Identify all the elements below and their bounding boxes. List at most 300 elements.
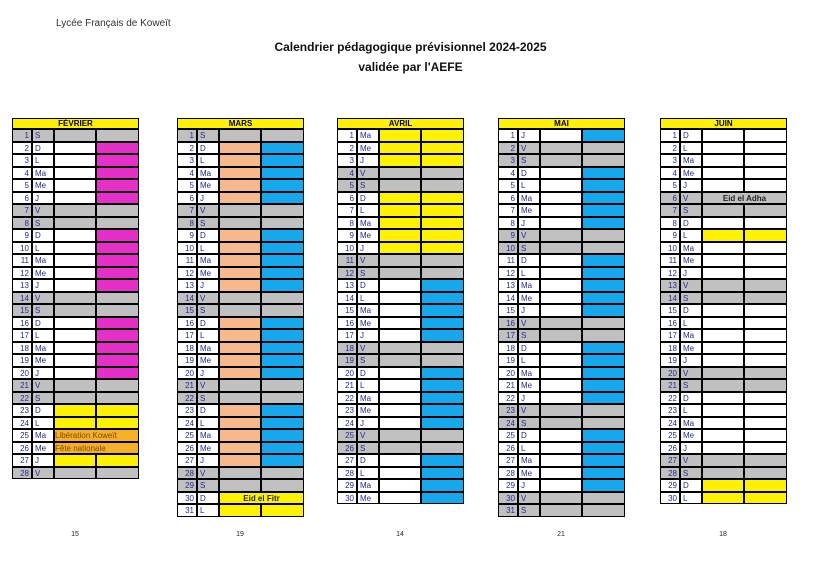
day-row <box>177 479 304 492</box>
period-cell <box>54 192 96 205</box>
day-name: Me <box>32 442 54 455</box>
period-cell <box>702 142 744 155</box>
period-cell <box>261 504 304 517</box>
period-cell <box>702 429 744 442</box>
day-row <box>177 367 304 380</box>
day-number: 30 <box>177 492 197 505</box>
day-name: V <box>32 379 54 392</box>
day-row <box>177 217 304 230</box>
period-cell <box>702 279 744 292</box>
period-cell <box>540 467 582 480</box>
day-name: Ma <box>680 329 702 342</box>
day-number: 24 <box>660 417 680 430</box>
period-cell <box>379 467 421 480</box>
day-name: L <box>197 154 219 167</box>
day-row <box>177 467 304 480</box>
day-row <box>12 342 139 355</box>
period-cell <box>421 417 464 430</box>
period-cell <box>702 492 744 505</box>
period-cell <box>421 292 464 305</box>
day-number: 28 <box>498 467 518 480</box>
period-cell <box>744 292 787 305</box>
day-row <box>177 254 304 267</box>
period-cell <box>219 192 261 205</box>
period-cell <box>261 467 304 480</box>
period-cell <box>96 267 139 280</box>
period-cell <box>582 504 625 517</box>
period-cell <box>540 192 582 205</box>
period-cell <box>540 142 582 155</box>
day-row <box>177 129 304 142</box>
day-number: 20 <box>337 367 357 380</box>
day-name: S <box>518 504 540 517</box>
day-name: L <box>680 229 702 242</box>
day-number: 7 <box>498 204 518 217</box>
day-number: 30 <box>498 492 518 505</box>
day-row <box>12 292 139 305</box>
period-cell <box>421 404 464 417</box>
day-row <box>498 442 625 455</box>
day-name: J <box>357 242 379 255</box>
period-cell <box>379 267 421 280</box>
day-name: J <box>518 129 540 142</box>
day-name: Me <box>197 267 219 280</box>
day-name: J <box>357 154 379 167</box>
period-cell <box>421 279 464 292</box>
period-cell <box>54 254 96 267</box>
period-cell <box>421 392 464 405</box>
day-name: V <box>357 167 379 180</box>
day-number: 12 <box>498 267 518 280</box>
day-row <box>498 504 625 517</box>
period-cell <box>744 167 787 180</box>
period-cell <box>54 342 96 355</box>
day-number: 8 <box>337 217 357 230</box>
day-number: 10 <box>498 242 518 255</box>
period-cell <box>421 204 464 217</box>
period-cell <box>582 354 625 367</box>
day-name: V <box>32 467 54 480</box>
period-cell <box>96 317 139 330</box>
period-cell <box>261 367 304 380</box>
day-row <box>12 304 139 317</box>
day-name: S <box>197 479 219 492</box>
day-number: 4 <box>337 167 357 180</box>
period-cell <box>421 217 464 230</box>
day-number: 25 <box>337 429 357 442</box>
day-name: J <box>357 417 379 430</box>
day-number: 24 <box>12 417 32 430</box>
day-row <box>177 242 304 255</box>
day-number: 20 <box>498 367 518 380</box>
period-cell <box>702 367 744 380</box>
period-cell <box>582 204 625 217</box>
period-cell <box>219 242 261 255</box>
day-number: 22 <box>337 392 357 405</box>
day-number: 15 <box>660 304 680 317</box>
period-cell <box>379 454 421 467</box>
day-number: 1 <box>177 129 197 142</box>
day-name: L <box>680 317 702 330</box>
period-cell <box>219 342 261 355</box>
day-row <box>177 229 304 242</box>
day-number: 4 <box>498 167 518 180</box>
period-cell <box>261 217 304 230</box>
day-row <box>660 492 787 505</box>
day-name: Me <box>518 204 540 217</box>
day-number: 14 <box>660 292 680 305</box>
day-name: Ma <box>32 429 54 442</box>
period-cell <box>744 217 787 230</box>
day-name: D <box>197 317 219 330</box>
period-cell <box>219 379 261 392</box>
day-number: 9 <box>177 229 197 242</box>
day-row <box>337 442 464 455</box>
day-number: 24 <box>498 417 518 430</box>
period-cell <box>540 492 582 505</box>
period-cell <box>702 404 744 417</box>
day-number: 16 <box>337 317 357 330</box>
day-row <box>498 167 625 180</box>
period-cell <box>582 329 625 342</box>
day-name: Me <box>680 167 702 180</box>
day-number: 14 <box>177 292 197 305</box>
day-number: 27 <box>12 454 32 467</box>
period-cell <box>421 192 464 205</box>
period-cell <box>744 142 787 155</box>
page-title: Calendrier pédagogique prévisionnel 2024-2025 <box>274 40 547 54</box>
day-number: 23 <box>498 404 518 417</box>
day-number: 13 <box>177 279 197 292</box>
month-mai <box>498 118 625 517</box>
day-name: L <box>518 354 540 367</box>
day-row <box>660 179 787 192</box>
period-cell <box>540 504 582 517</box>
day-row <box>660 292 787 305</box>
period-cell <box>702 317 744 330</box>
period-cell <box>219 154 261 167</box>
day-number: 9 <box>498 229 518 242</box>
day-name: L <box>197 242 219 255</box>
period-cell <box>96 179 139 192</box>
period-cell <box>702 392 744 405</box>
period-cell <box>96 204 139 217</box>
day-name: S <box>197 392 219 405</box>
day-name: J <box>32 367 54 380</box>
day-row <box>337 204 464 217</box>
day-number: 11 <box>660 254 680 267</box>
day-row <box>498 179 625 192</box>
day-name: D <box>680 304 702 317</box>
period-cell <box>540 292 582 305</box>
school-days-total: 18 <box>719 531 727 538</box>
day-name: J <box>197 367 219 380</box>
period-cell <box>540 167 582 180</box>
day-row <box>12 329 139 342</box>
period-cell <box>96 367 139 380</box>
day-row <box>498 229 625 242</box>
day-name: Ma <box>197 254 219 267</box>
period-cell <box>379 329 421 342</box>
period-cell <box>421 492 464 505</box>
day-row <box>337 304 464 317</box>
day-number: 4 <box>12 167 32 180</box>
day-row <box>177 304 304 317</box>
day-number: 12 <box>337 267 357 280</box>
day-row <box>12 229 139 242</box>
period-cell <box>219 442 261 455</box>
day-row <box>498 367 625 380</box>
day-number: 21 <box>337 379 357 392</box>
day-number: 14 <box>337 292 357 305</box>
period-cell <box>379 254 421 267</box>
day-name: V <box>680 367 702 380</box>
day-name: J <box>518 304 540 317</box>
period-cell <box>421 429 464 442</box>
period-cell <box>702 129 744 142</box>
period-cell <box>582 154 625 167</box>
day-number: 21 <box>177 379 197 392</box>
day-name: D <box>680 129 702 142</box>
period-cell <box>379 429 421 442</box>
day-row <box>660 367 787 380</box>
period-cell <box>421 179 464 192</box>
day-name: Me <box>680 342 702 355</box>
period-cell <box>744 342 787 355</box>
period-cell <box>219 329 261 342</box>
day-number: 26 <box>177 442 197 455</box>
day-number: 13 <box>498 279 518 292</box>
day-row <box>337 467 464 480</box>
period-cell <box>261 292 304 305</box>
period-cell <box>219 454 261 467</box>
month-header: FÉVRIER <box>12 118 139 129</box>
period-cell <box>261 129 304 142</box>
period-cell <box>379 229 421 242</box>
day-name: L <box>680 492 702 505</box>
day-name: V <box>680 192 702 205</box>
period-cell <box>744 267 787 280</box>
period-cell <box>702 167 744 180</box>
period-cell <box>219 292 261 305</box>
period-cell <box>540 379 582 392</box>
period-cell <box>702 292 744 305</box>
day-name: J <box>680 354 702 367</box>
day-name: L <box>680 142 702 155</box>
day-row <box>177 417 304 430</box>
day-row <box>498 379 625 392</box>
day-name: L <box>357 292 379 305</box>
period-cell <box>261 392 304 405</box>
day-row <box>660 279 787 292</box>
period-cell <box>261 279 304 292</box>
day-name: J <box>197 279 219 292</box>
period-cell <box>540 217 582 230</box>
day-name: S <box>32 217 54 230</box>
period-cell <box>379 317 421 330</box>
period-cell <box>379 342 421 355</box>
day-name: V <box>32 204 54 217</box>
period-cell <box>744 229 787 242</box>
day-row <box>660 354 787 367</box>
period-cell <box>702 329 744 342</box>
period-cell <box>96 154 139 167</box>
day-name: V <box>518 229 540 242</box>
period-cell <box>379 142 421 155</box>
day-row <box>12 279 139 292</box>
day-number: 23 <box>177 404 197 417</box>
day-name: Ma <box>32 254 54 267</box>
day-number: 6 <box>498 192 518 205</box>
period-cell <box>702 254 744 267</box>
period-cell <box>379 292 421 305</box>
day-number: 16 <box>660 317 680 330</box>
period-cell <box>582 292 625 305</box>
day-row <box>337 342 464 355</box>
day-row <box>498 267 625 280</box>
day-number: 4 <box>177 167 197 180</box>
day-row <box>337 404 464 417</box>
period-cell <box>219 404 261 417</box>
period-cell <box>261 342 304 355</box>
day-row <box>498 154 625 167</box>
period-cell <box>744 329 787 342</box>
period-cell <box>54 404 96 417</box>
day-number: 3 <box>177 154 197 167</box>
day-number: 17 <box>177 329 197 342</box>
day-name: Me <box>357 229 379 242</box>
day-row <box>177 454 304 467</box>
day-row <box>177 429 304 442</box>
day-row <box>660 454 787 467</box>
day-number: 23 <box>660 404 680 417</box>
period-cell <box>261 404 304 417</box>
period-cell <box>582 342 625 355</box>
period-cell <box>744 304 787 317</box>
day-name: J <box>197 454 219 467</box>
day-name: S <box>680 467 702 480</box>
day-number: 18 <box>12 342 32 355</box>
day-row <box>177 317 304 330</box>
day-name: S <box>680 292 702 305</box>
month-février <box>12 118 139 479</box>
day-name: Ma <box>518 279 540 292</box>
period-cell <box>261 304 304 317</box>
period-cell <box>421 242 464 255</box>
period-cell <box>702 467 744 480</box>
day-row <box>337 167 464 180</box>
day-number: 19 <box>177 354 197 367</box>
period-cell <box>54 467 96 480</box>
period-cell <box>744 429 787 442</box>
day-row <box>660 379 787 392</box>
period-cell <box>261 454 304 467</box>
period-cell <box>219 142 261 155</box>
school-days-total: 14 <box>396 531 404 538</box>
period-cell <box>540 354 582 367</box>
day-row <box>337 254 464 267</box>
period-cell <box>379 167 421 180</box>
day-row <box>660 479 787 492</box>
day-name: S <box>680 204 702 217</box>
day-number: 22 <box>498 392 518 405</box>
day-number: 24 <box>337 417 357 430</box>
period-cell <box>219 179 261 192</box>
period-cell <box>421 442 464 455</box>
day-name: Ma <box>197 342 219 355</box>
day-number: 15 <box>177 304 197 317</box>
period-cell <box>582 242 625 255</box>
day-row <box>177 267 304 280</box>
period-cell <box>582 129 625 142</box>
day-name: Ma <box>357 304 379 317</box>
period-cell <box>744 392 787 405</box>
day-row <box>660 467 787 480</box>
period-cell <box>421 367 464 380</box>
day-name: V <box>32 292 54 305</box>
day-name: L <box>357 204 379 217</box>
period-cell <box>421 354 464 367</box>
day-row <box>12 154 139 167</box>
day-name: Ma <box>357 217 379 230</box>
period-cell <box>582 417 625 430</box>
period-cell <box>379 392 421 405</box>
day-row <box>498 242 625 255</box>
day-number: 14 <box>12 292 32 305</box>
period-cell <box>421 329 464 342</box>
day-name: L <box>32 417 54 430</box>
day-name: S <box>197 304 219 317</box>
day-name: Ma <box>518 367 540 380</box>
day-name: D <box>518 429 540 442</box>
period-cell <box>421 479 464 492</box>
period-cell <box>261 479 304 492</box>
day-row <box>498 417 625 430</box>
period-cell <box>54 204 96 217</box>
day-number: 6 <box>337 192 357 205</box>
day-name: D <box>197 229 219 242</box>
period-cell <box>540 129 582 142</box>
day-row <box>498 454 625 467</box>
day-name: D <box>197 404 219 417</box>
day-row <box>337 429 464 442</box>
day-name: Ma <box>680 154 702 167</box>
period-cell <box>421 342 464 355</box>
period-cell <box>421 467 464 480</box>
day-number: 19 <box>498 354 518 367</box>
day-row <box>337 229 464 242</box>
day-name: S <box>357 354 379 367</box>
period-cell <box>219 467 261 480</box>
day-name: L <box>197 417 219 430</box>
day-row <box>337 417 464 430</box>
day-row <box>12 442 139 455</box>
day-name: V <box>518 317 540 330</box>
day-row <box>12 392 139 405</box>
day-number: 12 <box>177 267 197 280</box>
day-number: 31 <box>177 504 197 517</box>
period-cell <box>540 317 582 330</box>
day-row <box>498 479 625 492</box>
period-cell <box>421 454 464 467</box>
day-row <box>337 179 464 192</box>
day-number: 5 <box>660 179 680 192</box>
period-cell <box>379 479 421 492</box>
day-row <box>498 217 625 230</box>
day-name: V <box>197 292 219 305</box>
day-number: 5 <box>498 179 518 192</box>
day-name: D <box>32 229 54 242</box>
